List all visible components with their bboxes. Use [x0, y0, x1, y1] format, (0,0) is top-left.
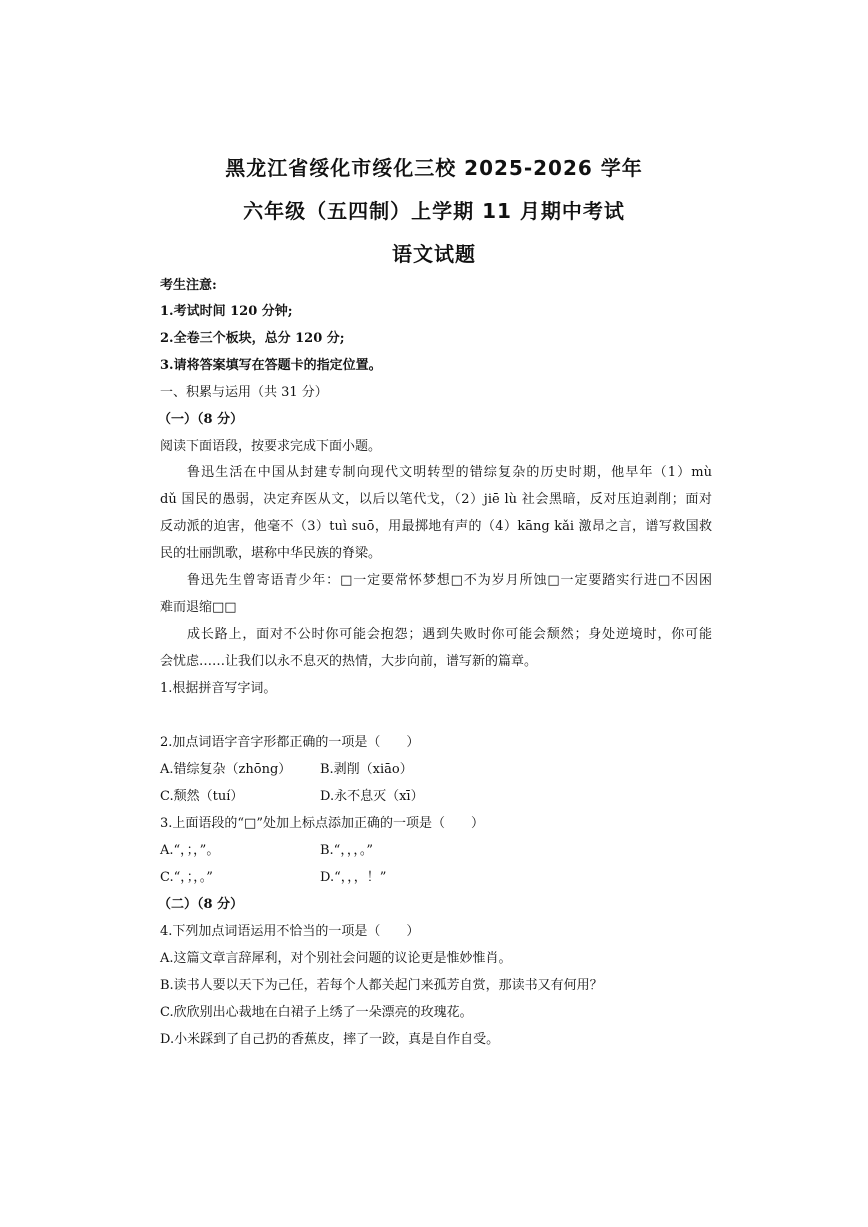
part-2-heading: （二）（8 分）: [158, 897, 244, 912]
passage-para2-line-1: 鲁迅先生曾寄语青少年：□一定要常怀梦想□不为岁月所蚀□一定要踏实行进□不因困: [187, 573, 712, 588]
exam-title-line-2: 六年级（五四制）上学期 11 月期中考试: [243, 199, 625, 223]
notice-heading: 考生注意:: [160, 278, 217, 293]
question-4: 4.下列加点词语运用不恰当的一项是（ ）: [160, 924, 420, 939]
passage-para3-line-1: 成长路上，面对不公时你可能会抱怨；遇到失败时你可能会颓然；身处逆境时，你可能: [187, 627, 712, 642]
question-2-option-a: A.错综复杂（zhōng）: [160, 762, 292, 777]
notice-item-1: 1.考试时间 120 分钟;: [160, 304, 293, 319]
notice-item-2: 2.全卷三个板块，总分 120 分;: [160, 331, 345, 346]
passage-para1-line-2: dǔ 国民的愚弱，决定弃医从文，以后以笔代戈，（2）jiē lù 社会黑暗，反对压迫剥削；面对: [160, 492, 712, 507]
section-1-heading: 一、积累与运用（共 31 分）: [160, 385, 328, 400]
question-3-option-b: B.“，，，。”: [320, 843, 373, 858]
passage-para1-line-3: 反动派的迫害，他毫不（3）tuì suō，用最掷地有声的（4）kāng kǎi 激昂之言，谱写救国救: [160, 519, 712, 534]
exam-title-line-1: 黑龙江省绥化市绥化三校 2025-2026 学年: [225, 156, 643, 180]
question-4-option-a: A.这篇文章言辞犀利，对个别社会问题的议论更是惟妙惟肖。: [160, 951, 512, 966]
passage-para1-line-1: 鲁迅生活在中国从封建专制向现代文明转型的错综复杂的历史时期，他早年（1）mù: [187, 465, 712, 480]
question-3: 3.上面语段的“□”处加上标点添加正确的一项是（ ）: [160, 816, 484, 831]
question-3-option-d: D.“，，，！”: [320, 870, 387, 885]
question-2-option-b: B.剥削（xiāo）: [320, 762, 413, 777]
part-1-heading: （一）（8 分）: [158, 412, 244, 427]
question-4-option-c: C.欣欣别出心裁地在白裙子上绣了一朵漂亮的玫瑰花。: [160, 1005, 473, 1020]
passage-para3-line-2: 会忧虑……让我们以永不息灭的热情，大步向前，谱写新的篇章。: [160, 654, 538, 669]
question-2-option-c: C.颓然（tuí）: [160, 789, 244, 804]
exam-title-line-3: 语文试题: [392, 242, 476, 266]
question-1: 1.根据拼音写字词。: [160, 681, 277, 696]
question-4-option-d: D.小米踩到了自己扔的香蕉皮，摔了一跤，真是自作自受。: [160, 1032, 500, 1047]
question-3-option-a: A.“，；，”。: [160, 843, 220, 858]
reading-instruction: 阅读下面语段，按要求完成下面小题。: [160, 439, 382, 454]
passage-para1-line-4: 民的壮丽凯歌，堪称中华民族的脊梁。: [160, 546, 382, 561]
question-3-option-c: C.“，；，。”: [160, 870, 213, 885]
passage-para2-line-2: 难而退缩□□: [160, 600, 237, 615]
notice-item-3: 3.请将答案填写在答题卡的指定位置。: [160, 358, 382, 373]
question-4-option-b: B.读书人要以天下为己任，若每个人都关起门来孤芳自赏，那读书又有何用？: [160, 978, 603, 993]
question-2: 2.加点词语字音字形都正确的一项是（ ）: [160, 735, 420, 750]
question-2-option-d: D.永不息灭（xī）: [320, 789, 424, 804]
